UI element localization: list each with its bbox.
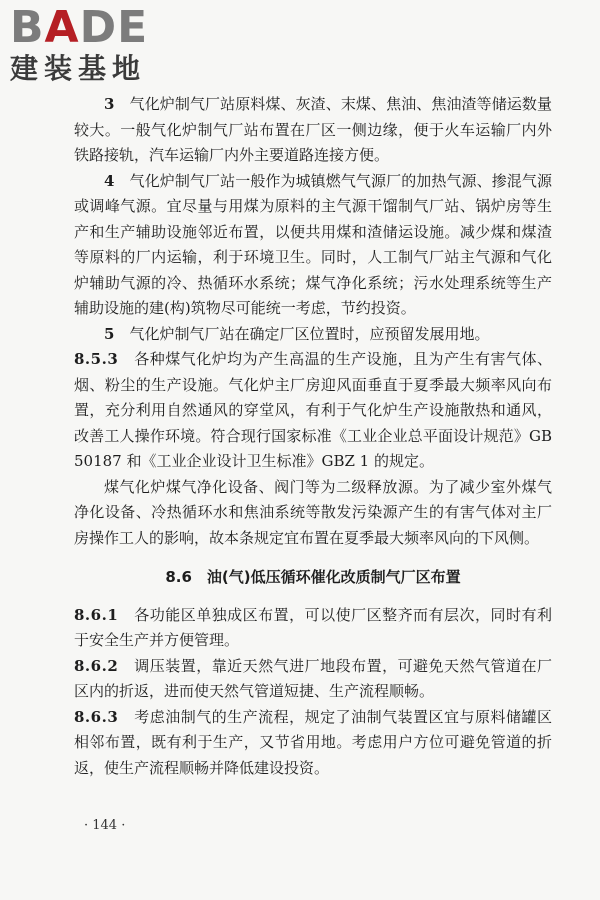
clause-8-6-1: 8.6.1 各功能区单独成区布置，可以使厂区整齐而有层次，同时有利于安全生产并方便管理。 (74, 605, 552, 649)
clause-8-5-3: 8.5.3 各种煤气化炉均为产生高温的生产设施，且为产生有害气体、烟、粉尘的生产设施。气化炉主厂房迎风面垂直于夏季最大频率风向布置，充分利用自然通风的穿堂风，有利于气化炉生产设施散热和通风，改善工人操作环境。符合现行国家标准《工业企业总平面设计规范》GB 50187 和《工业企业设计卫生标准》GBZ 1 的规定。 (74, 350, 552, 470)
clause-8-5-3-explanation: 煤气化炉煤气净化设备、阀门等为二级释放源。为了减少室外煤气净化设备、冷热循环水和焦油系统等散发污染源产生的有害气体对主厂房操作工人的影响，故本条规定宜布置在夏季最大频率风向的下风侧。 (74, 477, 552, 547)
paragraph-item-3: 3 气化炉制气厂站原料煤、灰渣、末煤、焦油、焦油渣等储运数量较大。一般气化炉制气厂站布置在厂区一侧边缘，便于火车运输厂内外铁路接轨，汽车运输厂内外主要道路连接方便。 (74, 95, 552, 164)
page-number: · 144 · (84, 818, 126, 833)
document-body (74, 92, 552, 781)
bade-logo (10, 4, 180, 86)
clause-8-6-2: 8.6.2 调压装置，靠近天然气进厂地段布置，可避免天然气管道在厂区内的折返，进而使天然气管道短捷、生产流程顺畅。 (74, 656, 552, 700)
clause-8-6-3: 8.6.3 考虑油制气的生产流程，规定了油制气装置区宜与原料储罐区相邻布置，既有利于生产，又节省用地。考虑用户方位可避免管道的折返，使生产流程顺畅并降低建设投资。 (74, 707, 552, 777)
paragraph-item-4: 4 气化炉制气厂站一般作为城镇燃气气源厂的加热气源、掺混气源或调峰气源。宜尽量与用煤为原料的主气源干馏制气厂站、锅炉房等生产和生产辅助设施邻近布置，以便共用煤和渣储运设施。减少煤和煤渣等原料的厂内运输，利于环境卫生。同时，人工制气厂站主气源和气化炉辅助气源的冷、热循环水系统；煤气净化系统；污水处理系统等生产辅助设施的建(构)筑物尽可能统一考虑，节约投资。 (74, 171, 552, 317)
logo-subtitle: 建装基地 (10, 52, 147, 85)
logo-accent-letter: A (44, 2, 80, 53)
section-heading-8-6: 8.6 油(气)低压循环催化改质制气厂区布置 (165, 568, 461, 586)
logo-wordmark: BADE (10, 2, 149, 53)
paragraph-item-5: 5 气化炉制气厂站在确定厂区位置时，应预留发展用地。 (104, 324, 490, 343)
